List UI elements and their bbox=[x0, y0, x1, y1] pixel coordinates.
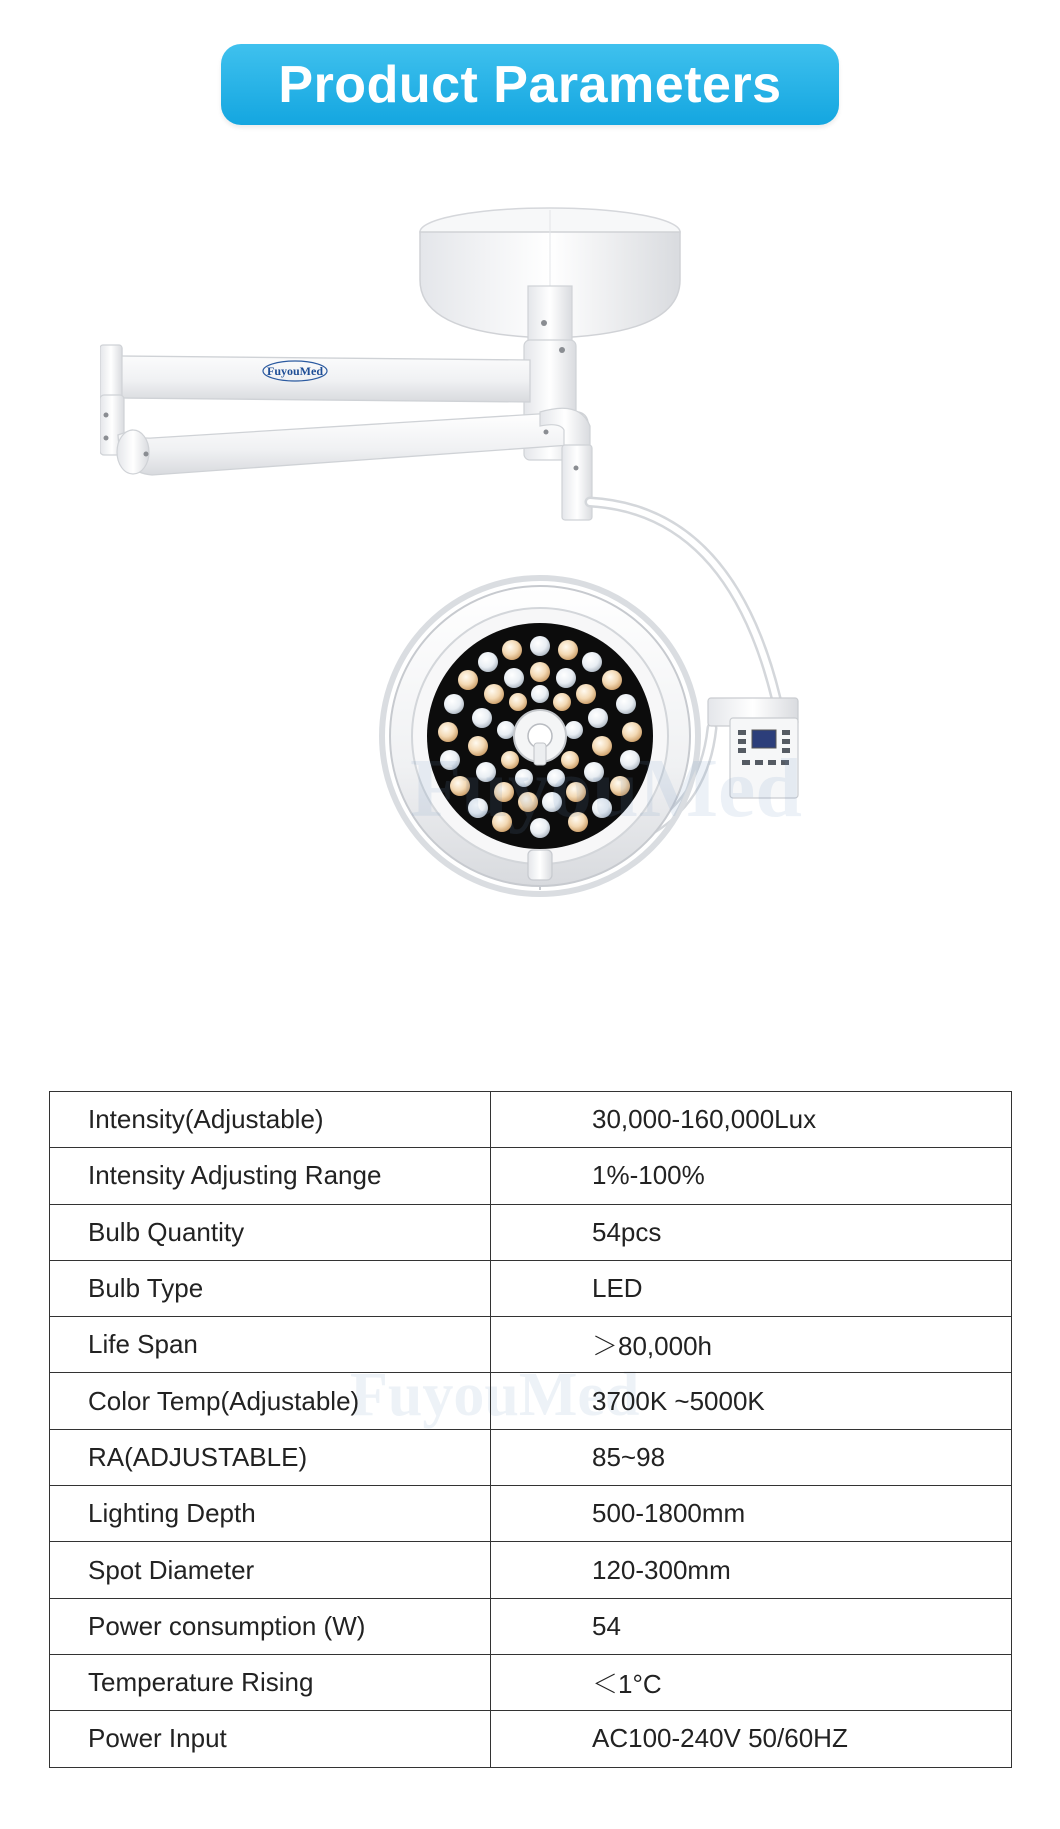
parameter-name: Spot Diameter bbox=[50, 1542, 491, 1598]
title-banner bbox=[221, 44, 839, 125]
table-row bbox=[50, 1373, 1012, 1429]
product-logo-text: FuyouMed bbox=[266, 364, 324, 378]
parameter-name: Power Input bbox=[50, 1711, 491, 1767]
lower-arm bbox=[117, 408, 592, 520]
table-row bbox=[50, 1148, 1012, 1204]
parameter-value: 1%-100% bbox=[491, 1148, 1012, 1204]
parameter-name: Temperature Rising bbox=[50, 1654, 491, 1710]
table-row bbox=[50, 1092, 1012, 1148]
parameter-value: 3700K ~5000K bbox=[491, 1373, 1012, 1429]
parameter-value: 500-1800mm bbox=[491, 1486, 1012, 1542]
parameter-name: Power consumption (W) bbox=[50, 1598, 491, 1654]
lamp-head bbox=[382, 578, 698, 894]
parameter-name: Lighting Depth bbox=[50, 1486, 491, 1542]
parameter-name: Bulb Quantity bbox=[50, 1204, 491, 1260]
parameter-value: ＞80,000h bbox=[491, 1317, 1012, 1373]
parameter-name: Intensity Adjusting Range bbox=[50, 1148, 491, 1204]
table-row bbox=[50, 1654, 1012, 1710]
parameter-name: Color Temp(Adjustable) bbox=[50, 1373, 491, 1429]
table-row bbox=[50, 1204, 1012, 1260]
table-row bbox=[50, 1429, 1012, 1485]
table-row bbox=[50, 1486, 1012, 1542]
parameter-value: AC100-240V 50/60HZ bbox=[491, 1711, 1012, 1767]
parameter-value: ＜1°C bbox=[491, 1654, 1012, 1710]
parameters-table bbox=[49, 1091, 1012, 1768]
parameter-value: LED bbox=[491, 1260, 1012, 1316]
parameter-name: RA(ADJUSTABLE) bbox=[50, 1429, 491, 1485]
product-image bbox=[100, 190, 960, 1030]
control-panel bbox=[708, 698, 798, 798]
parameter-value: 120-300mm bbox=[491, 1542, 1012, 1598]
parameter-name: Life Span bbox=[50, 1317, 491, 1373]
table-row bbox=[50, 1260, 1012, 1316]
parameter-name: Intensity(Adjustable) bbox=[50, 1092, 491, 1148]
table-row bbox=[50, 1598, 1012, 1654]
parameter-name: Bulb Type bbox=[50, 1260, 491, 1316]
table-row bbox=[50, 1317, 1012, 1373]
parameter-value: 85~98 bbox=[491, 1429, 1012, 1485]
parameter-value: 54pcs bbox=[491, 1204, 1012, 1260]
table-row bbox=[50, 1711, 1012, 1767]
parameter-value: 30,000-160,000Lux bbox=[491, 1092, 1012, 1148]
table-row bbox=[50, 1542, 1012, 1598]
watermark: FuyouMed bbox=[350, 1361, 640, 1429]
parameter-value: 54 bbox=[491, 1598, 1012, 1654]
page-title: Product Parameters bbox=[278, 55, 782, 114]
